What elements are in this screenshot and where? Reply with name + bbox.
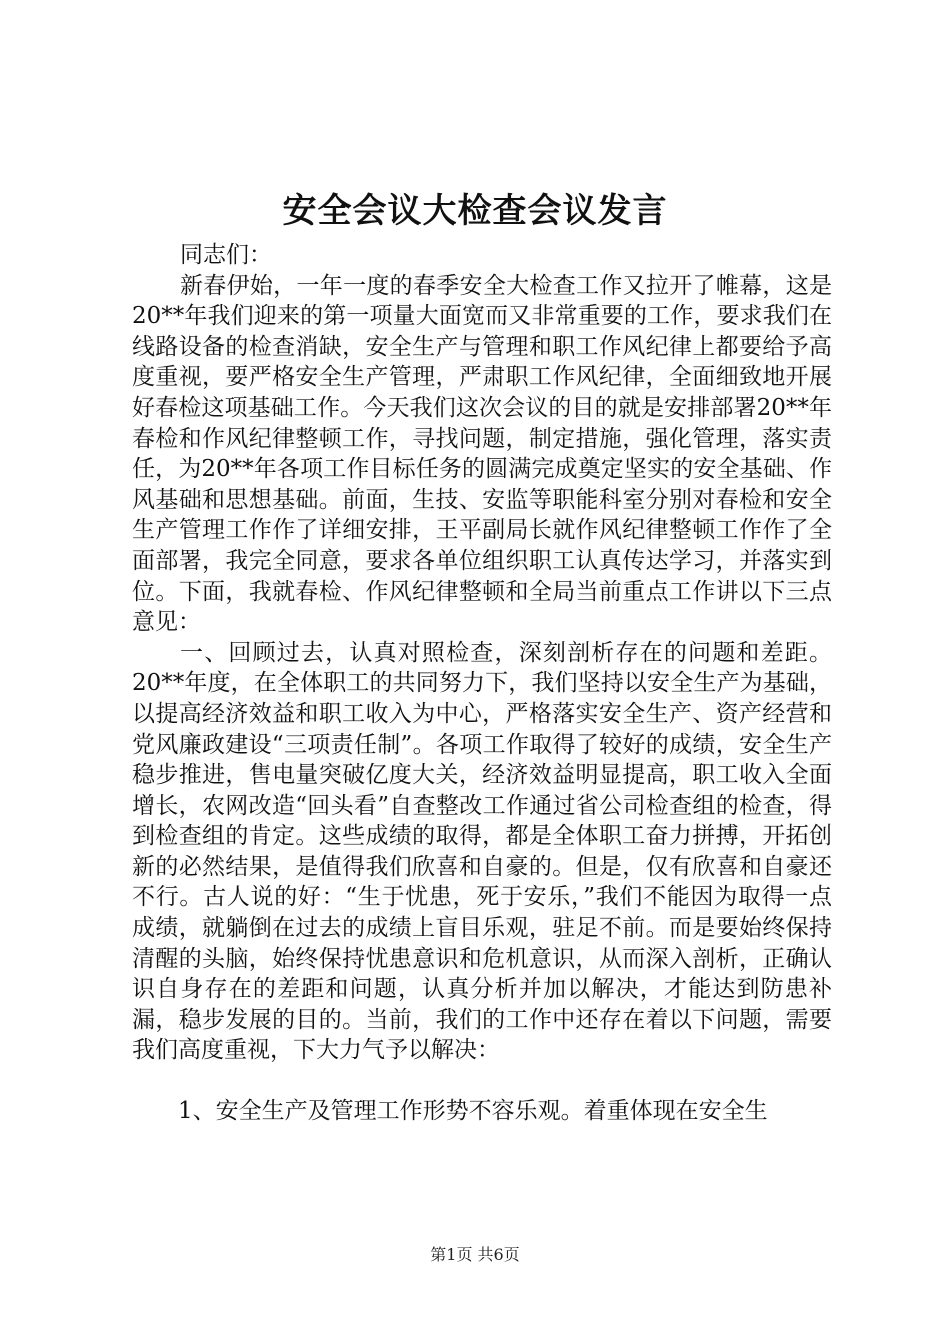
document-body — [132, 240, 832, 1127]
paragraph-intro: 新春伊始，一年一度的春季安全大检查工作又拉开了帷幕，这是20**年我们迎来的第一项量大面宽而又非常重要的工作，要求我们在线路设备的检查消缺，安全生产与管理和职工作风纪律上都要给予高度重视，要严格安全生产管理，严肃职工作风纪律，全面细致地开展好春检这项基础工作。今天我们这次会议的目的就是安排部署20**年春检和作风纪律整顿工作，寻找问题，制定措施，强化管理，落实责任，为20**年各项工作目标任务的圆满完成奠定坚实的安全基础、作风基础和思想基础。前面，生技、安监等职能科室分别对春检和安全生产管理工作作了详细安排，王平副局长就作风纪律整顿工作作了全面部署，我完全同意，要求各单位组织职工认真传达学习，并落实到位。下面，我就春检、作风纪律整顿和全局当前重点工作讲以下三点意见： — [132, 272, 832, 636]
document-title: 安全会议大检查会议发言 — [282, 191, 668, 231]
page-number-footer: 第1页 共6页 — [430, 1245, 520, 1264]
paragraph-section-one: 一、回顾过去，认真对照检查，深刻剖析存在的问题和差距。20**年度，在全体职工的共同努力下，我们坚持以安全生产为基础，以提高经济效益和职工收入为中心，严格落实安全生产、资产经营和党风廉政建设“三项责任制”。各项工作取得了较好的成绩，安全生产稳步推进，售电量突破亿度大关，经济效益明显提高，职工收入全面增长，农网改造“回头看”自查整改工作通过省公司检查组的检查，得到检查组的肯定。这些成绩的取得，都是全体职工奋力拼搏，开拓创新的必然结果，是值得我们欣喜和自豪的。但是，仅有欣喜和自豪还不行。古人说的好：“生于忧患，死于安乐，”我们不能因为取得一点成绩，就躺倒在过去的成绩上盲目乐观，驻足不前。而是要始终保持清醒的头脑，始终保持忧患意识和危机意识，从而深入剖析，正确认识自身存在的差距和问题，认真分析并加以解决，才能达到防患补漏，稳步发展的目的。当前，我们的工作中还存在着以下问题，需要我们高度重视，下大力气予以解决： — [132, 639, 832, 1064]
salutation: 同志们： — [180, 242, 272, 268]
paragraph-item-one: 1、安全生产及管理工作形势不容乐观。着重体现在安全生 — [178, 1098, 768, 1125]
